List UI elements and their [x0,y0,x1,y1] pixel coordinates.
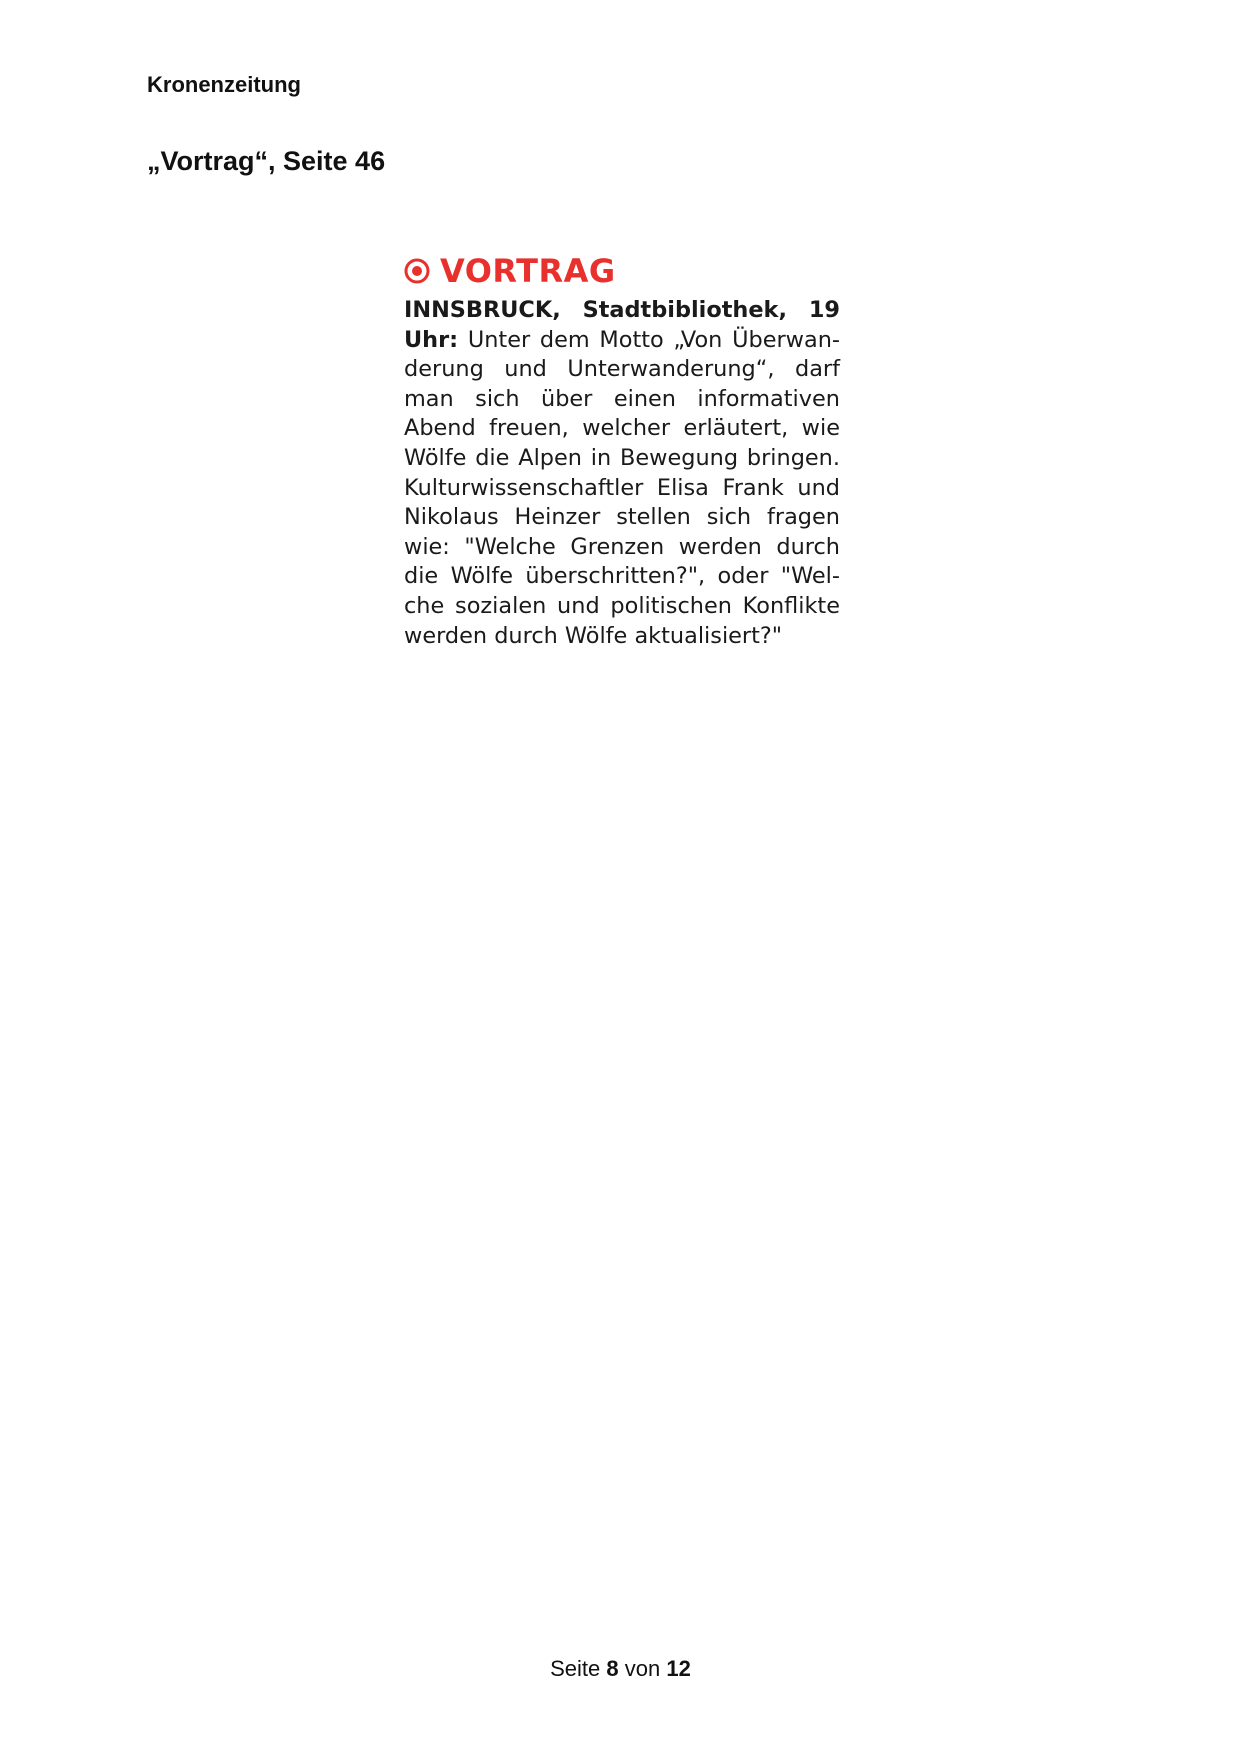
article-text: Unter dem Motto „Von Überwanderung und Unterwanderung“, darf man sich über einen informativen Abend freuen, welcher erläutert, wie Wölfe die Alpen in Bewegung bringen. Kulturwissenschaftler Elisa Frank und Nikolaus Heinzer stellen sich fragen wie: "Welche Grenzen werden durch die Wölfe überschritten?", oder "Welche sozialen und politischen Konflikte werden durch Wölfe aktualisiert?" [404,326,840,649]
section-header [404,252,840,290]
newspaper-clipping [404,252,840,651]
page-separator: von [624,1656,661,1681]
page-prefix: Seite [550,1656,601,1681]
target-icon [404,258,430,284]
section-label: VORTRAG [440,252,616,290]
publication-name: Kronenzeitung [147,72,301,97]
page-footer [0,1656,1241,1682]
current-page-number: 8 [606,1656,619,1681]
article-dateline: INNSBRUCK, Stadtbibliothek, 19 Uhr: [404,297,840,353]
document-title: „Vortrag“, Seite 46 [147,146,386,176]
total-page-count: 12 [666,1656,691,1681]
article-body [404,296,840,651]
